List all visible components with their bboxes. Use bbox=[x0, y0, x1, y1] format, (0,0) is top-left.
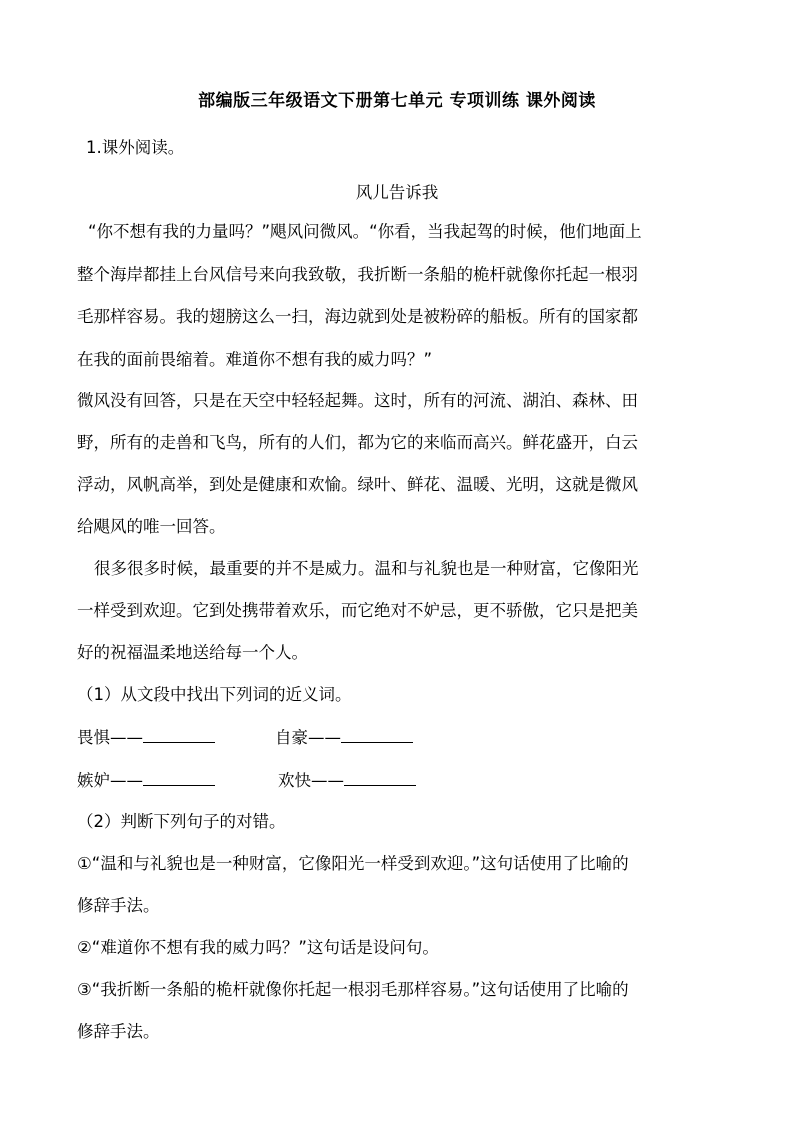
q2-statement-line: ②“难道你不想有我的威力吗？”这句话是设问句。 bbox=[77, 938, 439, 957]
q2-prompt: （2）判断下列句子的对错。 bbox=[77, 812, 286, 831]
answer-blank[interactable] bbox=[341, 728, 413, 743]
passage-line: 给飓风的唯一回答。 bbox=[77, 517, 226, 536]
synonym-item bbox=[77, 770, 215, 792]
q2-statement-line: 修辞手法。 bbox=[77, 1022, 160, 1041]
q2-statement-line: ③“我折断一条船的桅杆就像你托起一根羽毛那样容易。”这句话使用了比喻的 bbox=[77, 980, 629, 999]
synonym-item bbox=[275, 727, 413, 749]
synonym-word: 嫉妒—— bbox=[77, 771, 143, 790]
synonym-word: 畏惧—— bbox=[77, 728, 143, 747]
answer-blank[interactable] bbox=[344, 771, 416, 786]
passage-line: 浮动，风帆高举，到处是健康和欢愉。绿叶、鲜花、温暖、光明，这就是微风 bbox=[77, 475, 638, 494]
question-label: 1.课外阅读。 bbox=[86, 138, 185, 157]
answer-blank[interactable] bbox=[143, 728, 215, 743]
passage-line: “你不想有我的力量吗？”飓风问微风。“你看，当我起驾的时候，他们地面上 bbox=[88, 222, 642, 241]
worksheet-title: 部编版三年级语文下册第七单元 专项训练 课外阅读 bbox=[198, 91, 596, 111]
synonym-word: 自豪—— bbox=[275, 728, 341, 747]
passage-line: 整个海岸都挂上台风信号来向我致敬，我折断一条船的桅杆就像你托起一根羽 bbox=[77, 265, 638, 284]
passage-line: 毛那样容易。我的翅膀这么一扫，海边就到处是被粉碎的船板。所有的国家都 bbox=[77, 307, 638, 326]
answer-blank[interactable] bbox=[143, 771, 215, 786]
passage-line: 野，所有的走兽和飞鸟，所有的人们，都为它的来临而高兴。鲜花盛开，白云 bbox=[77, 433, 638, 452]
passage-line: 一样受到欢迎。它到处携带着欢乐，而它绝对不妒忌，更不骄傲，它只是把美 bbox=[77, 601, 638, 620]
passage-line: 很多很多时候，最重要的并不是威力。温和与礼貌也是一种财富，它像阳光 bbox=[94, 559, 639, 578]
synonym-item bbox=[278, 770, 416, 792]
synonym-item bbox=[77, 727, 215, 749]
q1-prompt: （1）从文段中找出下列词的近义词。 bbox=[77, 685, 352, 704]
synonym-word: 欢快—— bbox=[278, 771, 344, 790]
passage-line: 微风没有回答，只是在天空中轻轻起舞。这时，所有的河流、湖泊、森林、田 bbox=[77, 391, 638, 410]
passage-line: 好的祝福温柔地送给每一个人。 bbox=[77, 643, 308, 662]
passage-title: 风儿告诉我 bbox=[355, 183, 439, 202]
q2-statement-line: ①“温和与礼貌也是一种财富，它像阳光一样受到欢迎。”这句话使用了比喻的 bbox=[77, 854, 629, 873]
q2-statement-line: 修辞手法。 bbox=[77, 896, 160, 915]
passage-line: 在我的面前畏缩着。难道你不想有我的威力吗？” bbox=[77, 350, 433, 369]
